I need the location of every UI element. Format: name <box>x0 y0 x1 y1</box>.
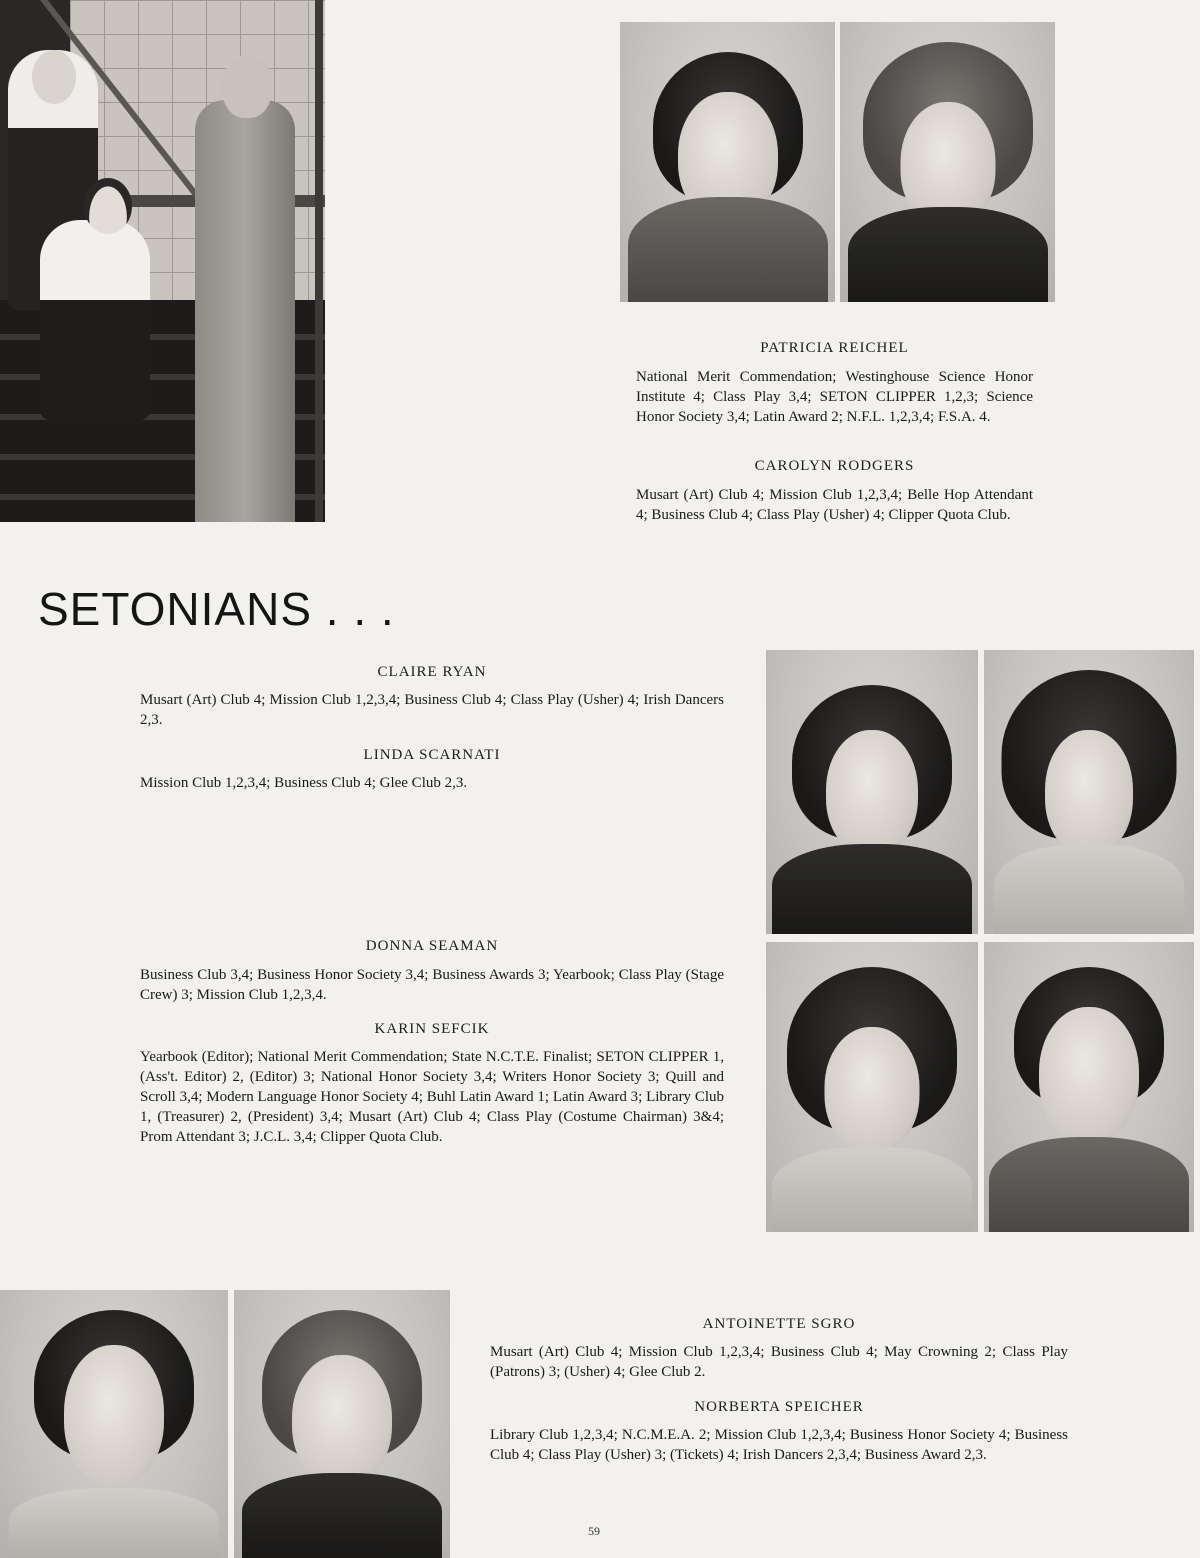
standing-man-figure <box>195 100 295 522</box>
student-name: LINDA SCARNATI <box>363 747 501 763</box>
page-heading: SETONIANS . . . <box>38 583 395 635</box>
railing-post <box>315 0 323 522</box>
student-name: CAROLYN RODGERS <box>754 458 915 474</box>
standing-man-head <box>222 56 272 118</box>
student-activities: Yearbook (Editor); National Merit Commendation; State N.C.T.E. Finalist; SETON CLIPPER 1, (Ass't. Editor) 2, (Editor) 3; National Honor Society 3,4; Writers Honor Society 3; Quill and Scroll 3,4; Modern Language Honor Society 4; Buhl Latin Award 1; Latin Award 3; Library Club 1, (Treasurer) 2, (President) 3,4; Musart (Art) Club 4; Class Play (Costume Chairman) 3&4; Prom Attendant 3; J.C.L. 3,4; Clipper Quota Club. <box>140 1049 724 1145</box>
portrait-claire-ryan <box>766 650 978 934</box>
student-name: DONNA SEAMAN <box>365 938 499 954</box>
portrait-donna-seaman <box>766 942 978 1232</box>
student-activities: Musart (Art) Club 4; Mission Club 1,2,3,4; Business Club 4; Class Play (Usher) 4; Irish Dancers 2,3. <box>140 692 724 728</box>
student-name: CLAIRE RYAN <box>377 664 487 680</box>
student-activities: Musart (Art) Club 4; Mission Club 1,2,3,4; Business Club 4; May Crowning 2; Class Play (Patrons) 3; (Usher) 4; Glee Club 2. <box>490 1344 1068 1380</box>
seated-student-figure <box>40 220 150 420</box>
seated-student-head <box>84 178 132 234</box>
student-activities: Library Club 1,2,3,4; N.C.M.E.A. 2; Mission Club 1,2,3,4; Business Honor Society 4; Business Club 4; Class Play (Usher) 3; (Tickets) 4; Irish Dancers 2,3,4; Business Award 2,3. <box>490 1427 1068 1463</box>
stairway-candid-photo <box>0 0 325 522</box>
student-activities: National Merit Commendation; Westinghouse Science Honor Institute 4; Class Play 3,4; SETON CLIPPER 1,2,3; Science Honor Society 3,4; Latin Award 2; N.F.L. 1,2,3,4; F.S.A. 4. <box>636 369 1033 425</box>
page-number: 59 <box>588 1524 600 1538</box>
portrait-linda-scarnati <box>984 650 1194 934</box>
student-activities: Musart (Art) Club 4; Mission Club 1,2,3,4; Belle Hop Attendant 4; Business Club 4; Class Play (Usher) 4; Clipper Quota Club. <box>636 487 1033 523</box>
portrait-patricia-reichel <box>620 22 835 302</box>
portrait-carolyn-rodgers <box>840 22 1055 302</box>
portrait-norberta-speicher <box>234 1290 450 1558</box>
student-name: PATRICIA REICHEL <box>760 340 909 356</box>
portrait-antoinette-sgro <box>0 1290 228 1558</box>
student-name: ANTOINETTE SGRO <box>702 1316 856 1332</box>
student-name: KARIN SEFCIK <box>374 1021 490 1037</box>
student-name: NORBERTA SPEICHER <box>694 1399 864 1415</box>
seated-woman-head <box>32 50 76 104</box>
portrait-karin-sefcik <box>984 942 1194 1232</box>
student-activities: Business Club 3,4; Business Honor Society 3,4; Business Awards 3; Yearbook; Class Play (Stage Crew) 3; Mission Club 1,2,3,4. <box>140 967 724 1003</box>
student-activities: Mission Club 1,2,3,4; Business Club 4; Glee Club 2,3. <box>140 775 468 791</box>
